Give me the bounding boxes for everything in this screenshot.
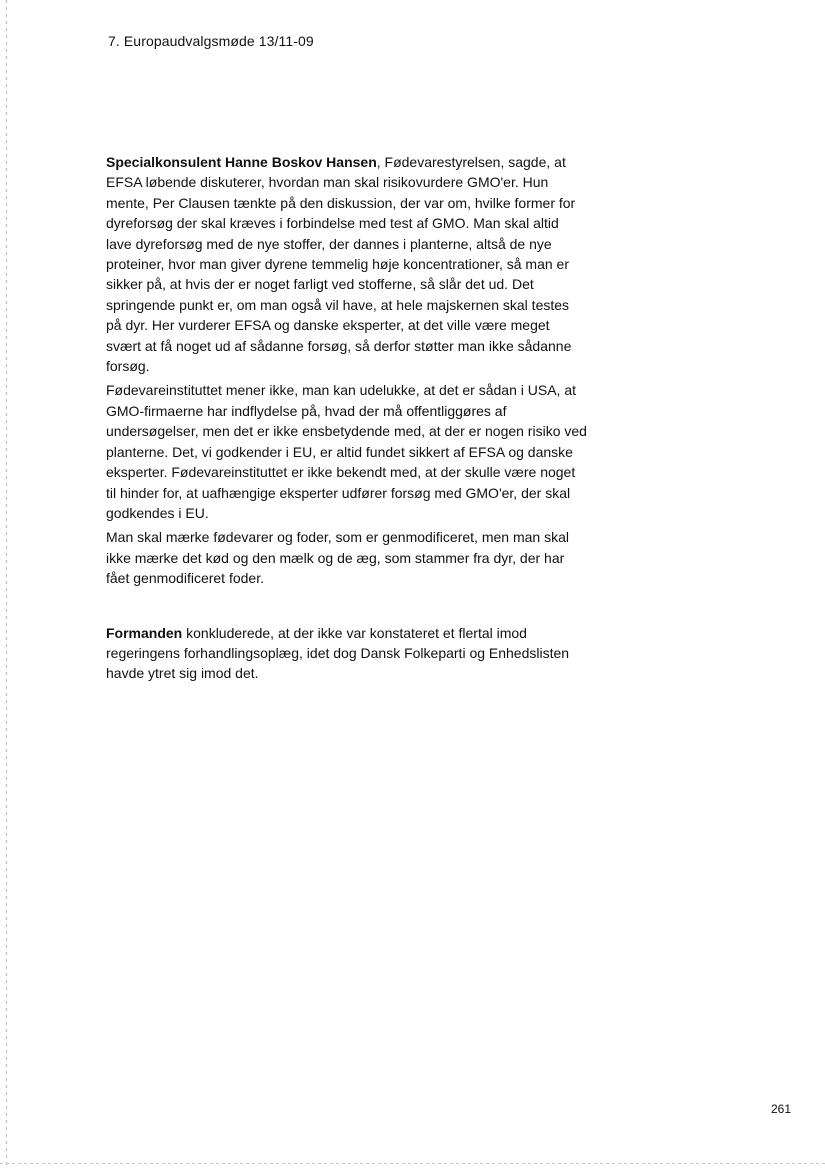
- speaker-name: Specialkonsulent Hanne Boskov Hansen: [106, 154, 377, 170]
- paragraph-text: Man skal mærke fødevarer og foder, som er genmodificeret, men man skal ikke mærke det kød og den mælk og de æg, som stammer fra dyr, der har fået genmodificeret foder.: [106, 529, 569, 587]
- speaker-name: Formanden: [106, 624, 183, 641]
- paragraph-formanden: [106, 623, 588, 684]
- paragraph-maerkning: [106, 527, 588, 588]
- paragraph-foedevareinstituttet: [106, 380, 588, 523]
- paragraph-text: Fødevareinstituttet mener ikke, man kan udelukke, at det er sådan i USA, at GMO-firmaerne har indflydelse på, hvad der må offentliggøres af undersøgelser, men det er ikke ensbetydende med, at der er nogen risiko ved planterne. Det, vi godkender i EU, er altid fundet sikkert af EFSA og danske eksperter. Fødevareinstituttet er ikke bekendt med, at der skulle være noget til hinder for, at uafhængige eksperter udfører forsøg med GMO'er, der skal godkendes i EU.: [106, 382, 587, 521]
- paragraph-specialkonsulent: [106, 152, 588, 376]
- paragraph-text: , Fødevarestyrelsen, sagde, at EFSA løbende diskuterer, hvordan man skal risikovurdere GMO'er. Hun mente, Per Clausen tænkte på den diskussion, der var om, hvilke former for dyreforsøg der skal kræves i forbindelse med test af GMO. Man skal altid lave dyreforsøg med de nye stoffer, der dannes i planterne, altså de nye proteiner, hvor man giver dyrene temmelig høje koncentrationer, så man er sikker på, at hvis der er noget farligt ved stofferne, så slår det ud. Det springende punkt er, om man også vil have, at hele majskernen skal testes på dyr. Her vurderer EFSA og danske eksperter, at det ville være meget svært at få noget ud af sådanne forsøg, så derfor støtter man ikke sådanne forsøg.: [106, 154, 576, 375]
- paragraph-text: konkluderede, at der ikke var konstateret et flertal imod regeringens forhandlingsoplæg, idet dog Dansk Folkeparti og Enhedslisten havde ytret sig imod det.: [106, 624, 570, 682]
- page-header: 7. Europaudvalgsmøde 13/11-09: [108, 33, 314, 49]
- scan-left-edge: [6, 0, 7, 1168]
- document-body: [106, 152, 588, 688]
- scan-bottom-edge: [0, 1163, 825, 1164]
- page-number: 261: [771, 1102, 792, 1116]
